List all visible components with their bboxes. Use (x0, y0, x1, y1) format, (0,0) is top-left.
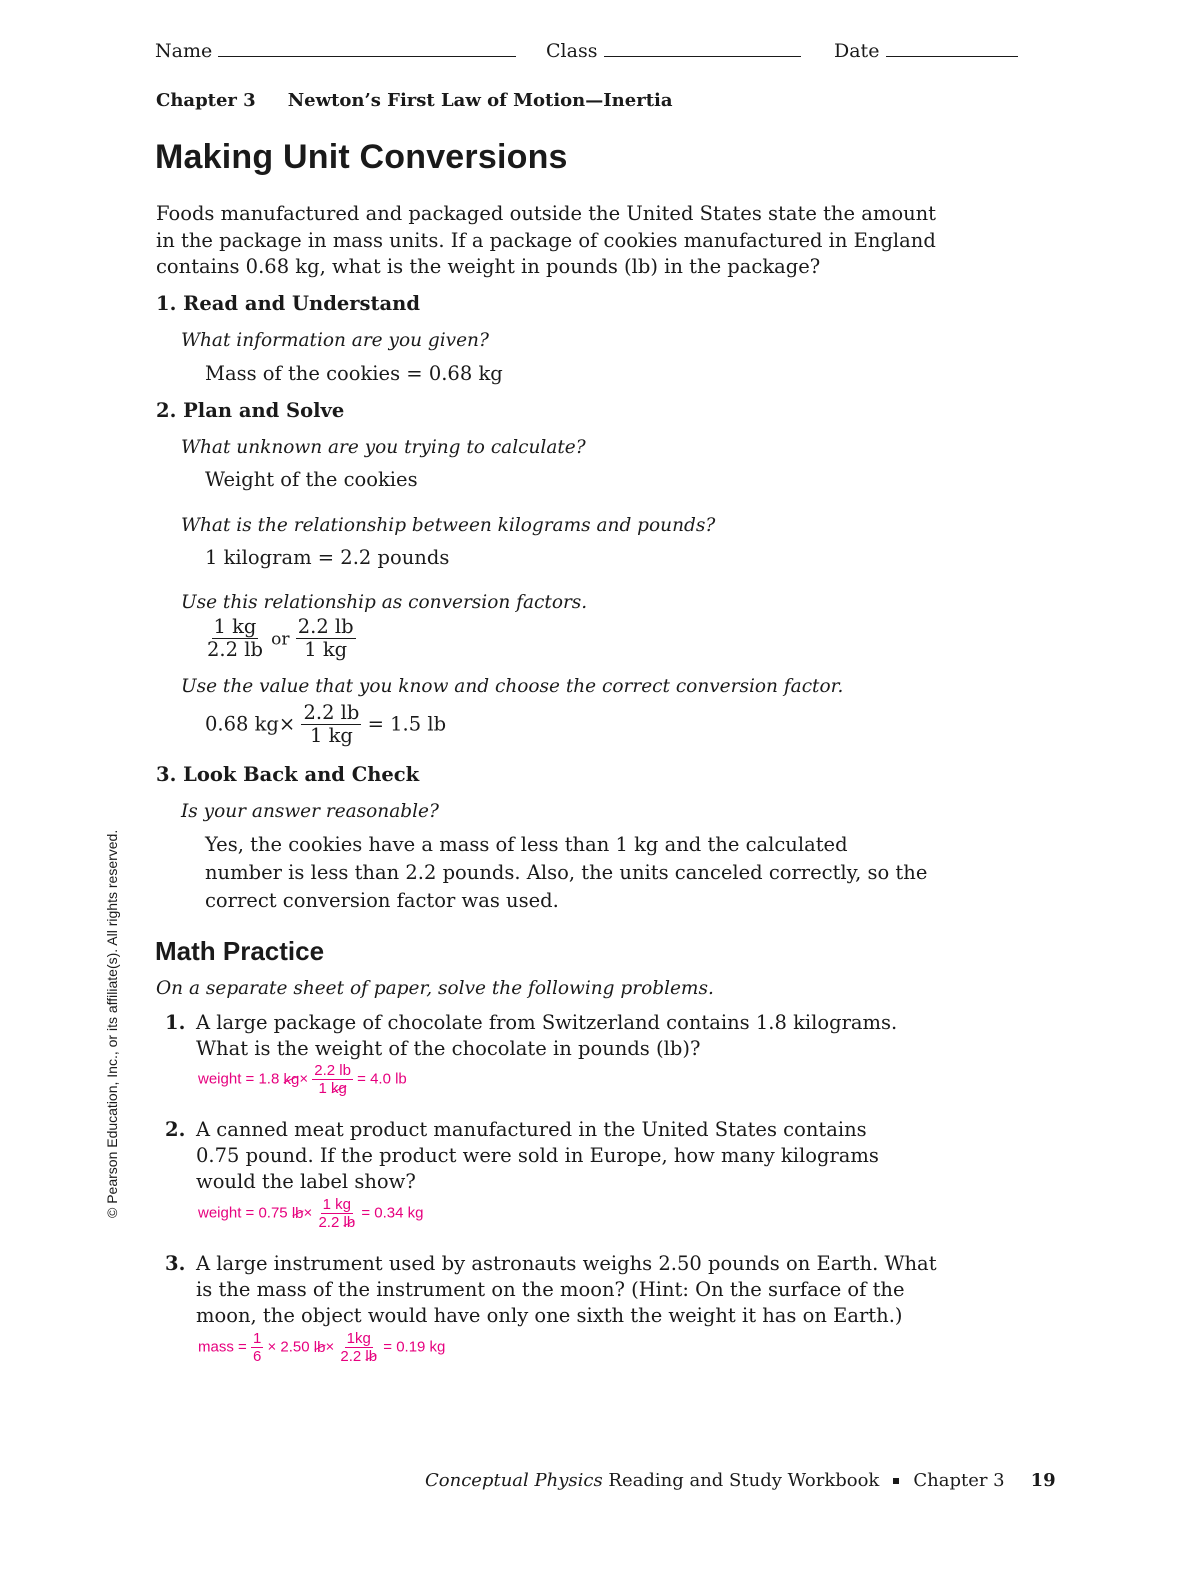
answer-1-numerator: 2.2 lb (314, 1062, 351, 1079)
answer-1-times: × (299, 1070, 309, 1088)
answer-2-denominator: 2.2 lb (318, 1214, 356, 1232)
problem-line: A large package of chocolate from Switzerland contains 1.8 kilograms. (196, 1011, 898, 1034)
footer-book-subtitle: Reading and Study Workbook (602, 1470, 880, 1491)
math-practice-heading: Math Practice (155, 936, 325, 966)
problem-line: A canned meat product manufactured in the United States contains (196, 1118, 867, 1141)
chapter-number: Chapter 3 (156, 90, 256, 111)
problem-line: What is the weight of the chocolate in pounds (lb)? (196, 1037, 701, 1060)
chapter-title: Newton’s First Law of Motion—Inertia (287, 90, 673, 111)
answer-2-result: = 0.34 kg (361, 1204, 424, 1222)
step-1-answer: Mass of the cookies = 0.68 kg (205, 362, 503, 385)
factor-or: or (271, 629, 290, 650)
page-title: Making Unit Conversions (155, 138, 568, 176)
factor-1-denominator: 2.2 lb (207, 638, 263, 662)
step-3-answer (205, 831, 927, 915)
page-number: 19 (1030, 1470, 1056, 1491)
answer-3-times: × (325, 1338, 335, 1356)
step-2-question-4: Use the value that you know and choose the correct conversion factor. (181, 676, 844, 697)
name-field[interactable] (155, 40, 516, 62)
class-blank[interactable] (604, 40, 801, 57)
problem-number: 1. (165, 1011, 186, 1034)
answer-1-result: = 4.0 lb (357, 1070, 407, 1088)
answer-2-cancel-unit: lb (291, 1204, 304, 1222)
intro-paragraph: Foods manufactured and packaged outside the United States state the amount in the package in mass units. If a package of cookies manufactured in England contains 0.68 kg, what is the weight in pounds (lb) in the package? (156, 202, 937, 278)
problem-number: 3. (165, 1252, 186, 1275)
problem-number: 2. (165, 1118, 186, 1141)
calc-right: = 1.5 lb (367, 712, 447, 736)
conversion-factor-2 (296, 616, 356, 662)
class-label: Class (546, 40, 598, 62)
answer-3-left: mass = (198, 1338, 251, 1356)
footer-book-title: Conceptual Physics (425, 1470, 603, 1491)
footer-chapter: Chapter 3 (913, 1470, 1005, 1491)
chapter-heading (156, 90, 673, 111)
calc-left: 0.68 kg× (205, 712, 296, 736)
step-3-question: Is your answer reasonable? (181, 801, 439, 822)
date-label: Date (834, 40, 880, 62)
step-2-answer-2: 1 kilogram = 2.2 pounds (205, 546, 450, 569)
answer-3-mid: × 2.50 (267, 1338, 314, 1356)
factor-1-numerator: 1 kg (213, 615, 257, 638)
factor-2-denominator: 1 kg (304, 638, 348, 662)
answer-2-fraction (316, 1196, 357, 1232)
answer-2-times: × (303, 1204, 313, 1222)
answer-3-sixth-fraction (251, 1330, 263, 1366)
answer-3-sixth-denominator: 6 (252, 1348, 262, 1366)
answer-3-cancel-unit: lb (313, 1338, 326, 1356)
step-2-question-3: Use this relationship as conversion factors. (181, 592, 588, 613)
answer-3 (198, 1330, 445, 1366)
problem-line: is the mass of the instrument on the moon? (Hint: On the surface of the (196, 1278, 905, 1301)
date-blank[interactable] (886, 40, 1018, 57)
name-blank[interactable] (218, 40, 516, 57)
step-1-question: What information are you given? (181, 330, 489, 351)
name-label: Name (155, 40, 213, 62)
answer-3-sixth-numerator: 1 (252, 1330, 262, 1347)
step-3-heading: 3. Look Back and Check (156, 763, 420, 786)
step-3-answer-line: Yes, the cookies have a mass of less than 1 kg and the calculated (205, 833, 848, 856)
problem-line: 0.75 pound. If the product were sold in Europe, how many kilograms (196, 1144, 879, 1167)
calc-fraction (301, 702, 361, 748)
answer-3-denominator: 2.2 lb (340, 1348, 378, 1366)
step-1-heading: 1. Read and Understand (156, 292, 420, 315)
answer-1-left: weight = 1.8 (198, 1070, 284, 1088)
calc-numerator: 2.2 lb (303, 701, 360, 724)
step-2-question: What unknown are you trying to calculate? (181, 437, 586, 458)
answer-3-numerator: 1kg (346, 1330, 371, 1347)
conversion-factors (205, 616, 356, 662)
conversion-factor-1 (205, 616, 265, 662)
answer-1 (198, 1062, 407, 1098)
factor-2-numerator: 2.2 lb (297, 615, 354, 638)
copyright-notice: © Pearson Education, Inc., or its affiliate(s). All rights reserved. (104, 829, 120, 1218)
calc-denominator: 1 kg (309, 724, 353, 748)
answer-2-left: weight = 0.75 (198, 1204, 292, 1222)
problem-line: would the label show? (196, 1170, 416, 1193)
step-2-question-2: What is the relationship between kilograms and pounds? (181, 515, 716, 536)
answer-1-fraction (312, 1062, 353, 1098)
answer-1-denominator: 1 kg (318, 1080, 347, 1098)
problem-line: moon, the object would have only one sixth the weight it has on Earth.) (196, 1304, 903, 1327)
worked-calculation (205, 702, 446, 748)
step-3-answer-line: number is less than 2.2 pounds. Also, the units canceled correctly, so the (205, 861, 928, 884)
answer-1-cancel-unit: kg (283, 1070, 300, 1088)
page-footer (425, 1470, 1056, 1491)
step-2-heading: 2. Plan and Solve (156, 399, 345, 422)
answer-2-numerator: 1 kg (322, 1196, 351, 1213)
math-practice-instructions: On a separate sheet of paper, solve the following problems. (156, 978, 714, 999)
footer-bullet (893, 1478, 899, 1484)
step-3-answer-line: correct conversion factor was used. (205, 889, 559, 912)
answer-2 (198, 1196, 423, 1232)
date-field[interactable] (834, 40, 1018, 62)
answer-3-result: = 0.19 kg (383, 1338, 446, 1356)
answer-3-fraction (338, 1330, 379, 1366)
step-2-answer: Weight of the cookies (205, 468, 418, 491)
class-field[interactable] (546, 40, 801, 62)
problem-line: A large instrument used by astronauts weighs 2.50 pounds on Earth. What (196, 1252, 937, 1275)
